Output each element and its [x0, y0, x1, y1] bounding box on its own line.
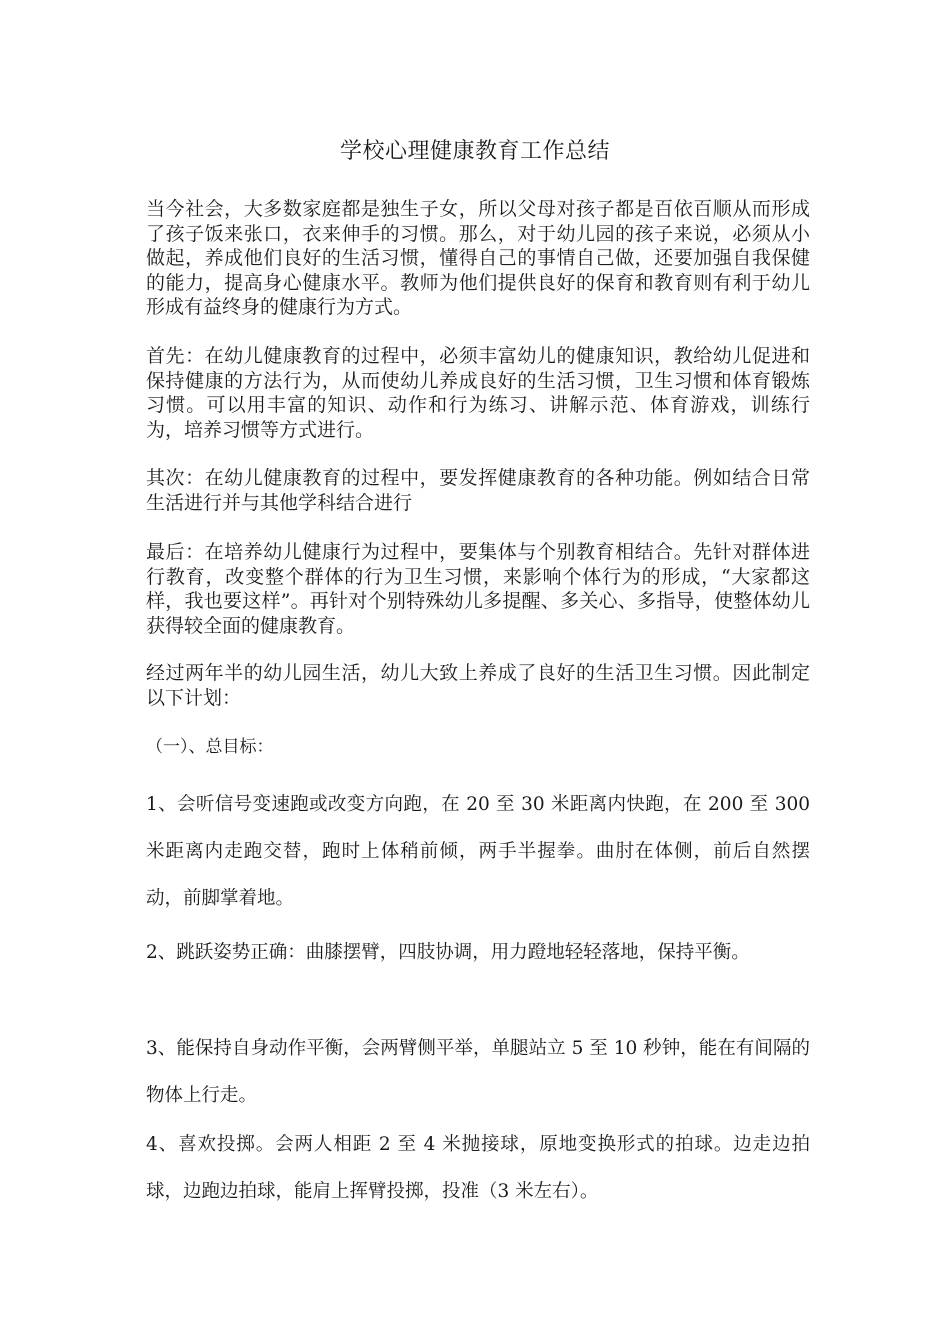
paragraph-intro: 当今社会，大多数家庭都是独生子女，所以父母对孩子都是百依百顺从而形成了孩子饭来张口，衣来伸手的习惯。那么，对于幼儿园的孩子来说，必须从小做起，养成他们良好的生活习惯，懂得自己的事情自己做，还要加强自我保健的能力，提高身心健康水平。教师为他们提供良好的保育和教育则有利于幼儿形成有益终身的健康行为方式。 — [146, 198, 810, 318]
goal-item-1: 1、会听信号变速跑或改变方向跑，在 20 至 30 米距离内快跑，在 200 至 300 米距离内走跑交替，跑时上体稍前倾，两手半握拳。曲肘在体侧，前后自然摆动，前脚掌着地。 — [146, 794, 810, 909]
document-title: 学校心理健康教育工作总结 — [339, 139, 610, 164]
goal-item-2: 2、跳跃姿势正确：曲膝摆臂，四肢协调，用力蹬地轻轻落地，保持平衡。 — [146, 942, 750, 963]
section-heading: （一）、总目标： — [146, 737, 274, 757]
paragraph-plan: 经过两年半的幼儿园生活，幼儿大致上养成了良好的生活卫生习惯。因此制定以下计划： — [146, 662, 810, 709]
paragraph-last: 最后：在培养幼儿健康行为过程中，要集体与个别教育相结合。先针对群体进行教育，改变整个群体的行为卫生习惯，来影响个体行为的形成，“大家都这样，我也要这样”。再针对个别特殊幼儿多提醒、多关心、多指导，使整体幼儿获得较全面的健康教育。 — [146, 541, 810, 637]
goal-item-3: 3、能保持自身动作平衡，会两臂侧平举，单腿站立 5 至 10 秒钟，能在有间隔的物体上行走。 — [146, 1038, 810, 1106]
paragraph-second: 其次：在幼儿健康教育的过程中，要发挥健康教育的各种功能。例如结合日常生活进行并与其他学科结合进行 — [146, 467, 810, 514]
paragraph-first: 首先：在幼儿健康教育的过程中，必须丰富幼儿的健康知识，教给幼儿促进和保持健康的方法行为，从而使幼儿养成良好的生活习惯，卫生习惯和体育锻炼习惯。可以用丰富的知识、动作和行为练习、讲解示范、体育游戏，训练行为，培养习惯等方式进行。 — [146, 345, 810, 441]
goal-item-4: 4、喜欢投掷。会两人相距 2 至 4 米抛接球，原地变换形式的拍球。边走边拍球，边跑边拍球，能肩上挥臂投掷，投准（3 米左右）。 — [146, 1134, 810, 1202]
